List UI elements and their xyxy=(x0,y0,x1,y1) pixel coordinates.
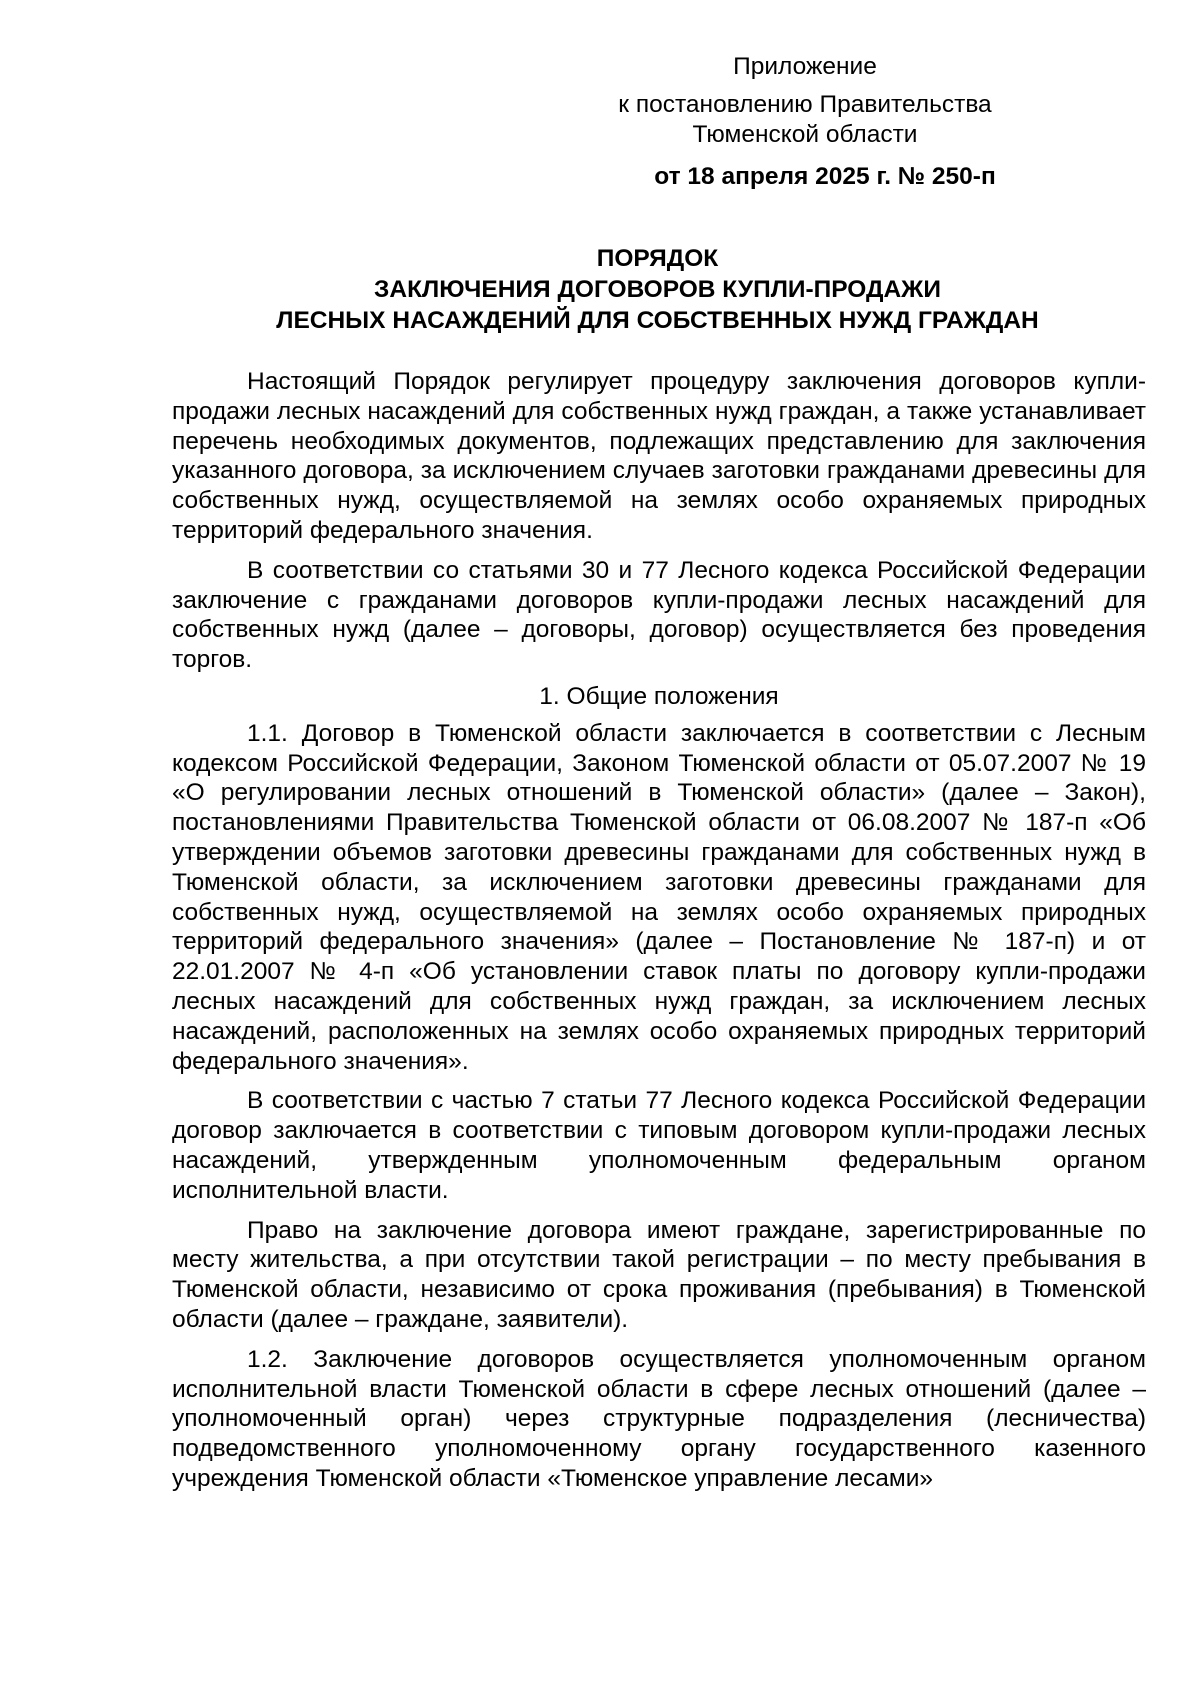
paragraph-1-1: 1.1. Договор в Тюменской области заключается в соответствии с Лесным кодексом Российской Федерации, Законом Тюменской области от 05.07.2007 № 19 «О регулировании лесных отношений в Тюменской области» (далее – Закон), постановлениями Правительства Тюменской области от 06.08.2007 № 187-п «Об утверждении объемов заготовки древесины гражданами для собственных нужд в Тюменской области, за исключением заготовки древесины гражданами для собственных нужд, осуществляемой на землях особо охраняемых природных территорий федерального значения» (далее – Постановление № 187-п) и от 22.01.2007 № 4-п «Об установлении ставок платы по договору купли-продажи лесных насаждений для собственных нужд граждан, за исключением лесных насаждений, расположенных на землях особо охраняемых природных территорий федерального значения». xyxy=(172,719,1146,1075)
paragraph-intro-1: Настоящий Порядок регулирует процедуру заключения договоров купли-продажи лесных насаждений для собственных нужд граждан, а также устанавливает перечень необходимых документов, подлежащих представлению для заключения указанного договора, за исключением случаев заготовки гражданами древесины для собственных нужд, осуществляемой на землях особо охраняемых природных территорий федерального значения. xyxy=(172,368,1146,544)
paragraph-1-1-b: В соответствии с частью 7 статьи 77 Лесного кодекса Российской Федерации договор заключается в соответствии с типовым договором купли-продажи лесных насаждений, утвержденным уполномоченным федеральным органом исполнительной власти. xyxy=(172,1087,1146,1204)
paragraph-1-1-c: Право на заключение договора имеют граждане, зарегистрированные по месту жительства, а при отсутствии такой регистрации – по месту пребывания в Тюменской области, независимо от срока проживания (пребывания) в Тюменской области (далее – граждане, заявители). xyxy=(172,1216,1146,1333)
paragraph-intro-2: В соответствии со статьями 30 и 77 Лесного кодекса Российской Федерации заключение с гражданами договоров купли-продажи лесных насаждений для собственных нужд (далее – договоры, договор) осуществляется без проведения торгов. xyxy=(172,556,1146,674)
document-body xyxy=(172,367,1146,1501)
appendix-label: Приложение xyxy=(733,53,877,80)
paragraph-1-2: 1.2. Заключение договоров осуществляется уполномоченным органом исполнительной власти Тюменской области в сфере лесных отношений (далее – уполномоченный орган) через структурные подразделения (лесничества) подведомственного уполномоченному органу государственного казенного учреждения Тюменской области «Тюменское управление лесами» xyxy=(172,1345,1146,1492)
resolution-date-number: от 18 апреля 2025 г. № 250-п xyxy=(654,163,996,190)
title-line-1: ПОРЯДОК xyxy=(596,245,719,272)
appendix-header xyxy=(565,52,1045,192)
section-1-title: 1. Общие положения xyxy=(539,682,779,710)
title-line-2: ЗАКЛЮЧЕНИЯ ДОГОВОРОВ КУПЛИ-ПРОДАЖИ xyxy=(374,276,941,303)
resolution-line-2: Тюменской области xyxy=(692,121,918,148)
resolution-line-1: к постановлению Правительства xyxy=(618,91,992,118)
document-title xyxy=(170,243,1145,336)
title-line-3: ЛЕСНЫХ НАСАЖДЕНИЙ ДЛЯ СОБСТВЕННЫХ НУЖД ГРАЖДАН xyxy=(276,307,1039,334)
appendix-spacer xyxy=(565,82,1045,90)
